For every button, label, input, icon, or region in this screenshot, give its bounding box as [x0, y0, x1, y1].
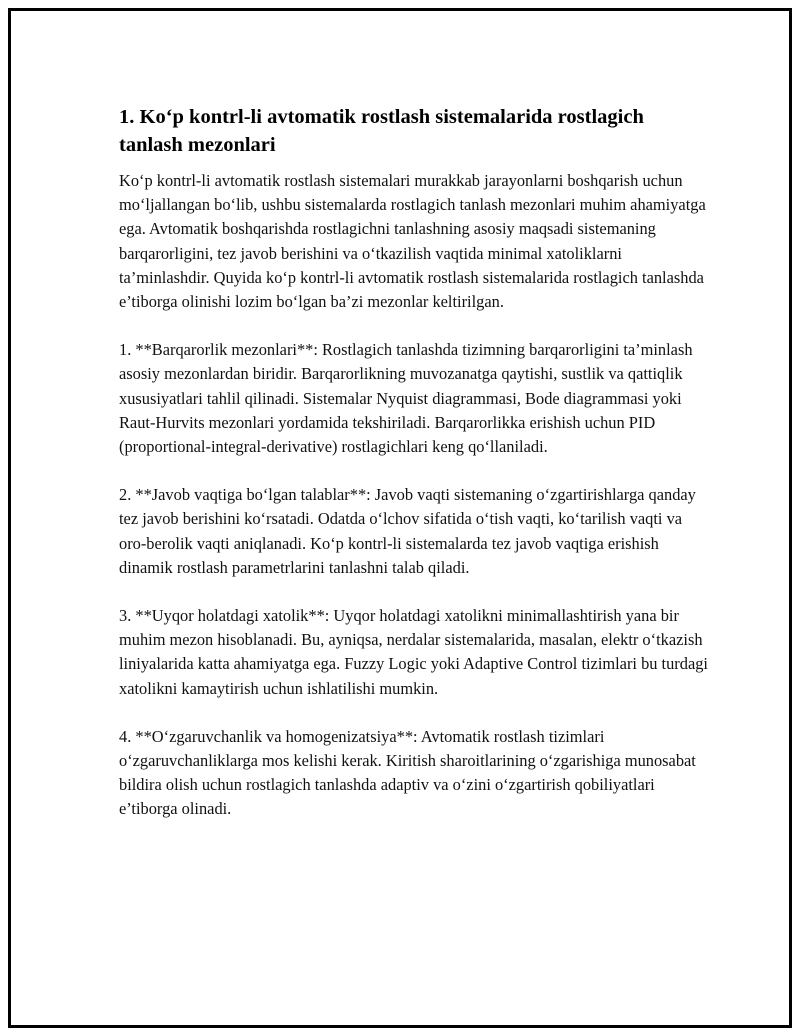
criterion-variability-paragraph: 4. **O‘zgaruvchanlik va homogenizatsiya**: Avtomatik rostlash tizimlari o‘zgaruvchanliklarga mos kelishi kerak. Kiritish sharoitlarining o‘zgarishiga munosabat bildira olish uchun rostlagich tanlashda adaptiv va o‘zini o‘zgartirish qobiliyatlari e’tiborga olinadi. [119, 726, 696, 819]
intro-paragraph: Ko‘p kontrl-li avtomatik rostlash sistemalari murakkab jarayonlarni boshqarish uchun mo‘ljallangan bo‘lib, ushbu sistemalarda rostlagich tanlash mezonlari muhim ahamiyatga ega. Avtomatik boshqarishda rostlagichni tanlashning asosiy maqsadi sistemaning barqarorligini, tez javob berishini va o‘tkazilish vaqtida minimal xatoliklarni ta’minlashdir. Quyida ko‘p kontrl-li avtomatik rostlash sistemalarida rostlagich tanlashda e’tiborga olinishi lozim bo‘lgan ba’zi mezonlar keltirilgan. [119, 171, 706, 312]
criterion-steady-state-error-paragraph: 3. **Uyqor holatdagi xatolik**: Uyqor holatdagi xatolikni minimallashtirish yana bir muhim mezon hisoblanadi. Bu, ayniqsa, nerdalar sistemalarida, masalan, elektr o‘tkazish liniyalarida katta ahamiyatga ega. Fuzzy Logic yoki Adaptive Control tizimlari bu turdagi xatolikni kamaytirish uchun ishlatilishi mumkin. [119, 606, 708, 698]
document-body [119, 103, 711, 822]
section-heading: 1. Ko‘p kontrl-li avtomatik rostlash sistemalarida rostlagich tanlash mezonlari [119, 106, 644, 156]
criterion-stability-paragraph: 1. **Barqarorlik mezonlari**: Rostlagich tanlashda tizimning barqarorligini ta’minlash asosiy mezonlardan biridir. Barqarorlikning muvozanatga qaytishi, sustlik va qattiqlik xususiyatlari tahlil qilinadi. Sistemalar Nyquist diagrammasi, Bode diagrammasi yoki Raut-Hurvits mezonlari yordamida tekshiriladi. Barqarorlikka erishish uchun PID (proportional-integral-derivative) rostlagichlari keng qo‘llaniladi. [119, 340, 693, 457]
criterion-response-time-paragraph: 2. **Javob vaqtiga bo‘lgan talablar**: Javob vaqti sistemaning o‘zgartirishlarga qanday tez javob berishini ko‘rsatadi. Odatda o‘lchov sifatida o‘tish vaqti, ko‘tarilish vaqti va oro-berolik vaqti aniqlanadi. Ko‘p kontrl-li sistemalarda tez javob vaqtiga erishish dinamik rostlash parametrlarini tanlashni talab qiladi. [119, 485, 696, 577]
page-frame [8, 8, 792, 1028]
